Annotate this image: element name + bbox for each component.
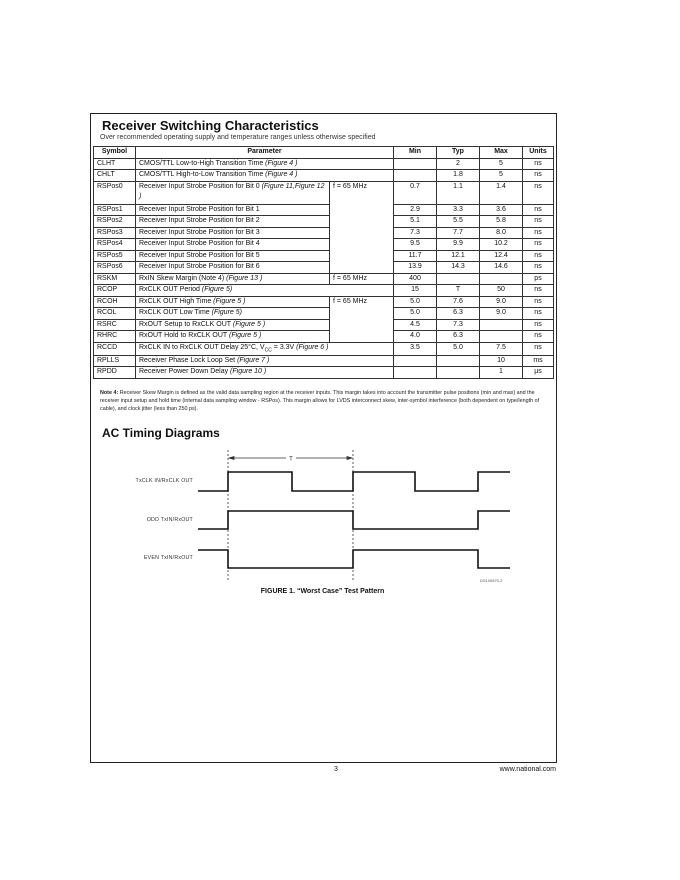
min-cell: 0.7	[394, 181, 437, 204]
parameter-text: RxCLK OUT High Time	[139, 297, 214, 305]
symbol-cell: RCOH	[94, 296, 136, 308]
max-cell: 10	[480, 355, 523, 367]
typ-cell: 12.1	[437, 250, 480, 262]
parameter-text: Receiver Phase Lock Loop Set	[139, 356, 238, 364]
min-cell: 3.5	[394, 342, 437, 355]
symbol-cell: RSPos0	[94, 181, 136, 204]
symbol-cell: RCOP	[94, 285, 136, 297]
units-cell: ns	[523, 308, 554, 320]
typ-cell: 5.0	[437, 342, 480, 355]
ac-timing-title: AC Timing Diagrams	[102, 426, 220, 440]
header-typ: Typ	[437, 147, 480, 159]
symbol-cell: RSPos4	[94, 239, 136, 251]
even-waveform	[198, 550, 510, 568]
max-cell: 5	[480, 158, 523, 170]
parameter-text: RxOUT Setup to RxCLK OUT	[139, 320, 233, 328]
figure-ref: (Figure 5)	[201, 286, 233, 293]
header-units: Units	[523, 147, 554, 159]
signal-label-odd: ODD TxIN/RxOUT	[146, 517, 193, 523]
units-cell: ns	[523, 181, 554, 204]
max-cell: 1.4	[480, 181, 523, 204]
parameter-text: RxCLK IN to RxCLK OUT Delay 25°C, V	[139, 343, 265, 351]
section-subtitle: Over recommended operating supply and temperature ranges unless otherwise specified	[100, 134, 376, 141]
units-cell: ns	[523, 170, 554, 182]
symbol-cell: RPLLS	[94, 355, 136, 367]
symbol-cell: RSPos2	[94, 216, 136, 228]
min-cell: 7.3	[394, 227, 437, 239]
figure-ref: (Figure 10 )	[230, 368, 267, 376]
figure-ref: (Figure 5 )	[213, 297, 246, 305]
min-cell: 11.7	[394, 250, 437, 262]
arrow-head-left	[229, 457, 234, 460]
min-cell: 5.0	[394, 296, 437, 308]
units-cell: ns	[523, 285, 554, 297]
figure-ref: (Figure 5)	[211, 309, 242, 316]
parameter-text: RxIN Skew Margin (Note 4)	[139, 274, 227, 282]
condition-cell: f = 65 MHz	[330, 273, 394, 285]
header-parameter: Parameter	[136, 147, 394, 159]
typ-cell: 7.7	[437, 227, 480, 239]
header-max: Max	[480, 147, 523, 159]
min-cell: 5.1	[394, 216, 437, 228]
parameter-text: Receiver Input Strobe Position for Bit 3	[139, 228, 260, 236]
figure-ref: (Figure 5 )	[232, 320, 266, 328]
symbol-cell: RSPos6	[94, 262, 136, 274]
units-cell: ns	[523, 158, 554, 170]
figure-caption: FIGURE 1. “Worst Case” Test Pattern	[260, 588, 385, 595]
max-cell: 50	[480, 285, 523, 297]
units-cell: ps	[523, 273, 554, 285]
condition-cell: f = 65 MHz	[330, 181, 394, 273]
figure-id: DS100870-2	[480, 578, 503, 583]
max-cell: 8.0	[480, 227, 523, 239]
min-cell: 5.0	[394, 308, 437, 320]
min-cell: 2.9	[394, 204, 437, 216]
max-cell: 12.4	[480, 250, 523, 262]
note-text: Receiver Skew Margin is defined as the valid data sampling region at the receiver inputs. This margin takes into account the transmitter pulse positions (min and max) and the receiver input setup and hold time (internal data sampling window - RSPos). This margin allows for LVDS interconnect skew, inter-symbol interference (both dependent on type/length of cable), and clock jitter (less than 250 ps).	[100, 390, 540, 413]
figure-ref: (Figure 7 )	[237, 356, 270, 364]
symbol-cell: RSPos3	[94, 227, 136, 239]
header-symbol: Symbol	[94, 147, 136, 159]
units-cell: ns	[523, 296, 554, 308]
period-label: T	[289, 456, 293, 463]
units-cell: ns	[523, 216, 554, 228]
max-cell: 14.6	[480, 262, 523, 274]
parameter-text: Receiver Input Strobe Position for Bit 2	[139, 217, 260, 224]
symbol-cell: RSKM	[94, 273, 136, 285]
max-cell: 7.5	[480, 342, 523, 355]
units-cell: ns	[523, 262, 554, 274]
symbol-cell: RPDD	[94, 367, 136, 379]
section-title: Receiver Switching Characteristics	[102, 118, 319, 133]
condition-cell: f = 65 MHz	[330, 296, 394, 342]
parameter-text: RxCLK OUT Period	[139, 286, 202, 293]
symbol-cell: RSRC	[94, 319, 136, 331]
signal-label-even: EVEN TxIN/RxOUT	[143, 555, 193, 561]
symbol-cell: RHRC	[94, 331, 136, 343]
figure-ref: (Figure 5 )	[229, 332, 262, 339]
parameter-text: Receiver Input Strobe Position for Bit 0	[139, 182, 262, 190]
units-cell: µs	[523, 367, 554, 379]
symbol-cell: CHLT	[94, 170, 136, 182]
typ-cell: 7.3	[437, 319, 480, 331]
figure-ref: (Figure 11,Figure 12 )	[139, 182, 325, 200]
parameter-text: Receiver Input Strobe Position for Bit 1	[139, 205, 260, 213]
min-cell: 15	[394, 285, 437, 297]
typ-cell: 14.3	[437, 262, 480, 274]
page-number: 3	[334, 766, 338, 773]
header-min: Min	[394, 147, 437, 159]
parameter-text: Receiver Input Strobe Position for Bit 4	[139, 240, 260, 247]
typ-cell: 1.8	[437, 170, 480, 182]
typ-cell: 7.6	[437, 296, 480, 308]
parameter-text: Receiver Power Down Delay	[139, 368, 231, 376]
units-cell: ns	[523, 204, 554, 216]
typ-cell: T	[437, 285, 480, 297]
typ-cell: 2	[437, 158, 480, 170]
typ-cell: 5.5	[437, 216, 480, 228]
typ-cell: 9.9	[437, 239, 480, 251]
min-cell: 4.0	[394, 331, 437, 343]
units-cell: ns	[523, 227, 554, 239]
symbol-cell: RCOL	[94, 308, 136, 320]
min-cell: 13.9	[394, 262, 437, 274]
signal-label-txclk: TxCLK IN/RxCLK OUT	[135, 478, 193, 484]
typ-cell: 1.1	[437, 181, 480, 204]
odd-waveform	[198, 511, 510, 529]
figure-ref: (Figure 4 )	[265, 159, 298, 167]
symbol-cell: RSPos5	[94, 250, 136, 262]
parameter-text: Receiver Input Strobe Position for Bit 5	[139, 251, 260, 259]
symbol-cell: RSPos1	[94, 204, 136, 216]
txclk-waveform	[198, 472, 510, 491]
figure-ref: (Figure 6 )	[296, 343, 329, 351]
typ-cell: 3.3	[437, 204, 480, 216]
units-cell: ns	[523, 319, 554, 331]
typ-cell: 6.3	[437, 331, 480, 343]
parameter-text: = 3.3V	[271, 343, 297, 351]
arrow-head-right	[347, 457, 352, 460]
min-cell: 4.5	[394, 319, 437, 331]
parameter-text: RxCLK OUT Low Time	[139, 309, 212, 316]
max-cell: 9.0	[480, 308, 523, 320]
parameter-text: Receiver Input Strobe Position for Bit 6	[139, 263, 260, 270]
min-cell: 400	[394, 273, 437, 285]
parameter-text: CMOS/TTL Low-to-High Transition Time	[139, 159, 266, 167]
max-cell: 3.6	[480, 204, 523, 216]
footer-url: www.national.com	[499, 766, 556, 773]
units-cell: ns	[523, 239, 554, 251]
parameter-text: RxOUT Hold to RxCLK OUT	[139, 332, 229, 339]
max-cell: 9.0	[480, 296, 523, 308]
max-cell: 1	[480, 367, 523, 379]
min-cell: 9.5	[394, 239, 437, 251]
subscript: CC	[264, 346, 272, 353]
typ-cell: 6.3	[437, 308, 480, 320]
figure-ref: (Figure 4 )	[265, 171, 298, 178]
max-cell: 10.2	[480, 239, 523, 251]
note-label: Note 4:	[100, 390, 119, 396]
units-cell: ns	[523, 331, 554, 343]
symbol-cell: RCCD	[94, 342, 136, 355]
symbol-cell: CLHT	[94, 158, 136, 170]
parameter-text: CMOS/TTL High-to-Low Transition Time	[139, 171, 266, 178]
max-cell: 5.8	[480, 216, 523, 228]
max-cell: 5	[480, 170, 523, 182]
units-cell: ms	[523, 355, 554, 367]
units-cell: ns	[523, 342, 554, 355]
figure-ref: (Figure 13 )	[226, 274, 263, 282]
units-cell: ns	[523, 250, 554, 262]
